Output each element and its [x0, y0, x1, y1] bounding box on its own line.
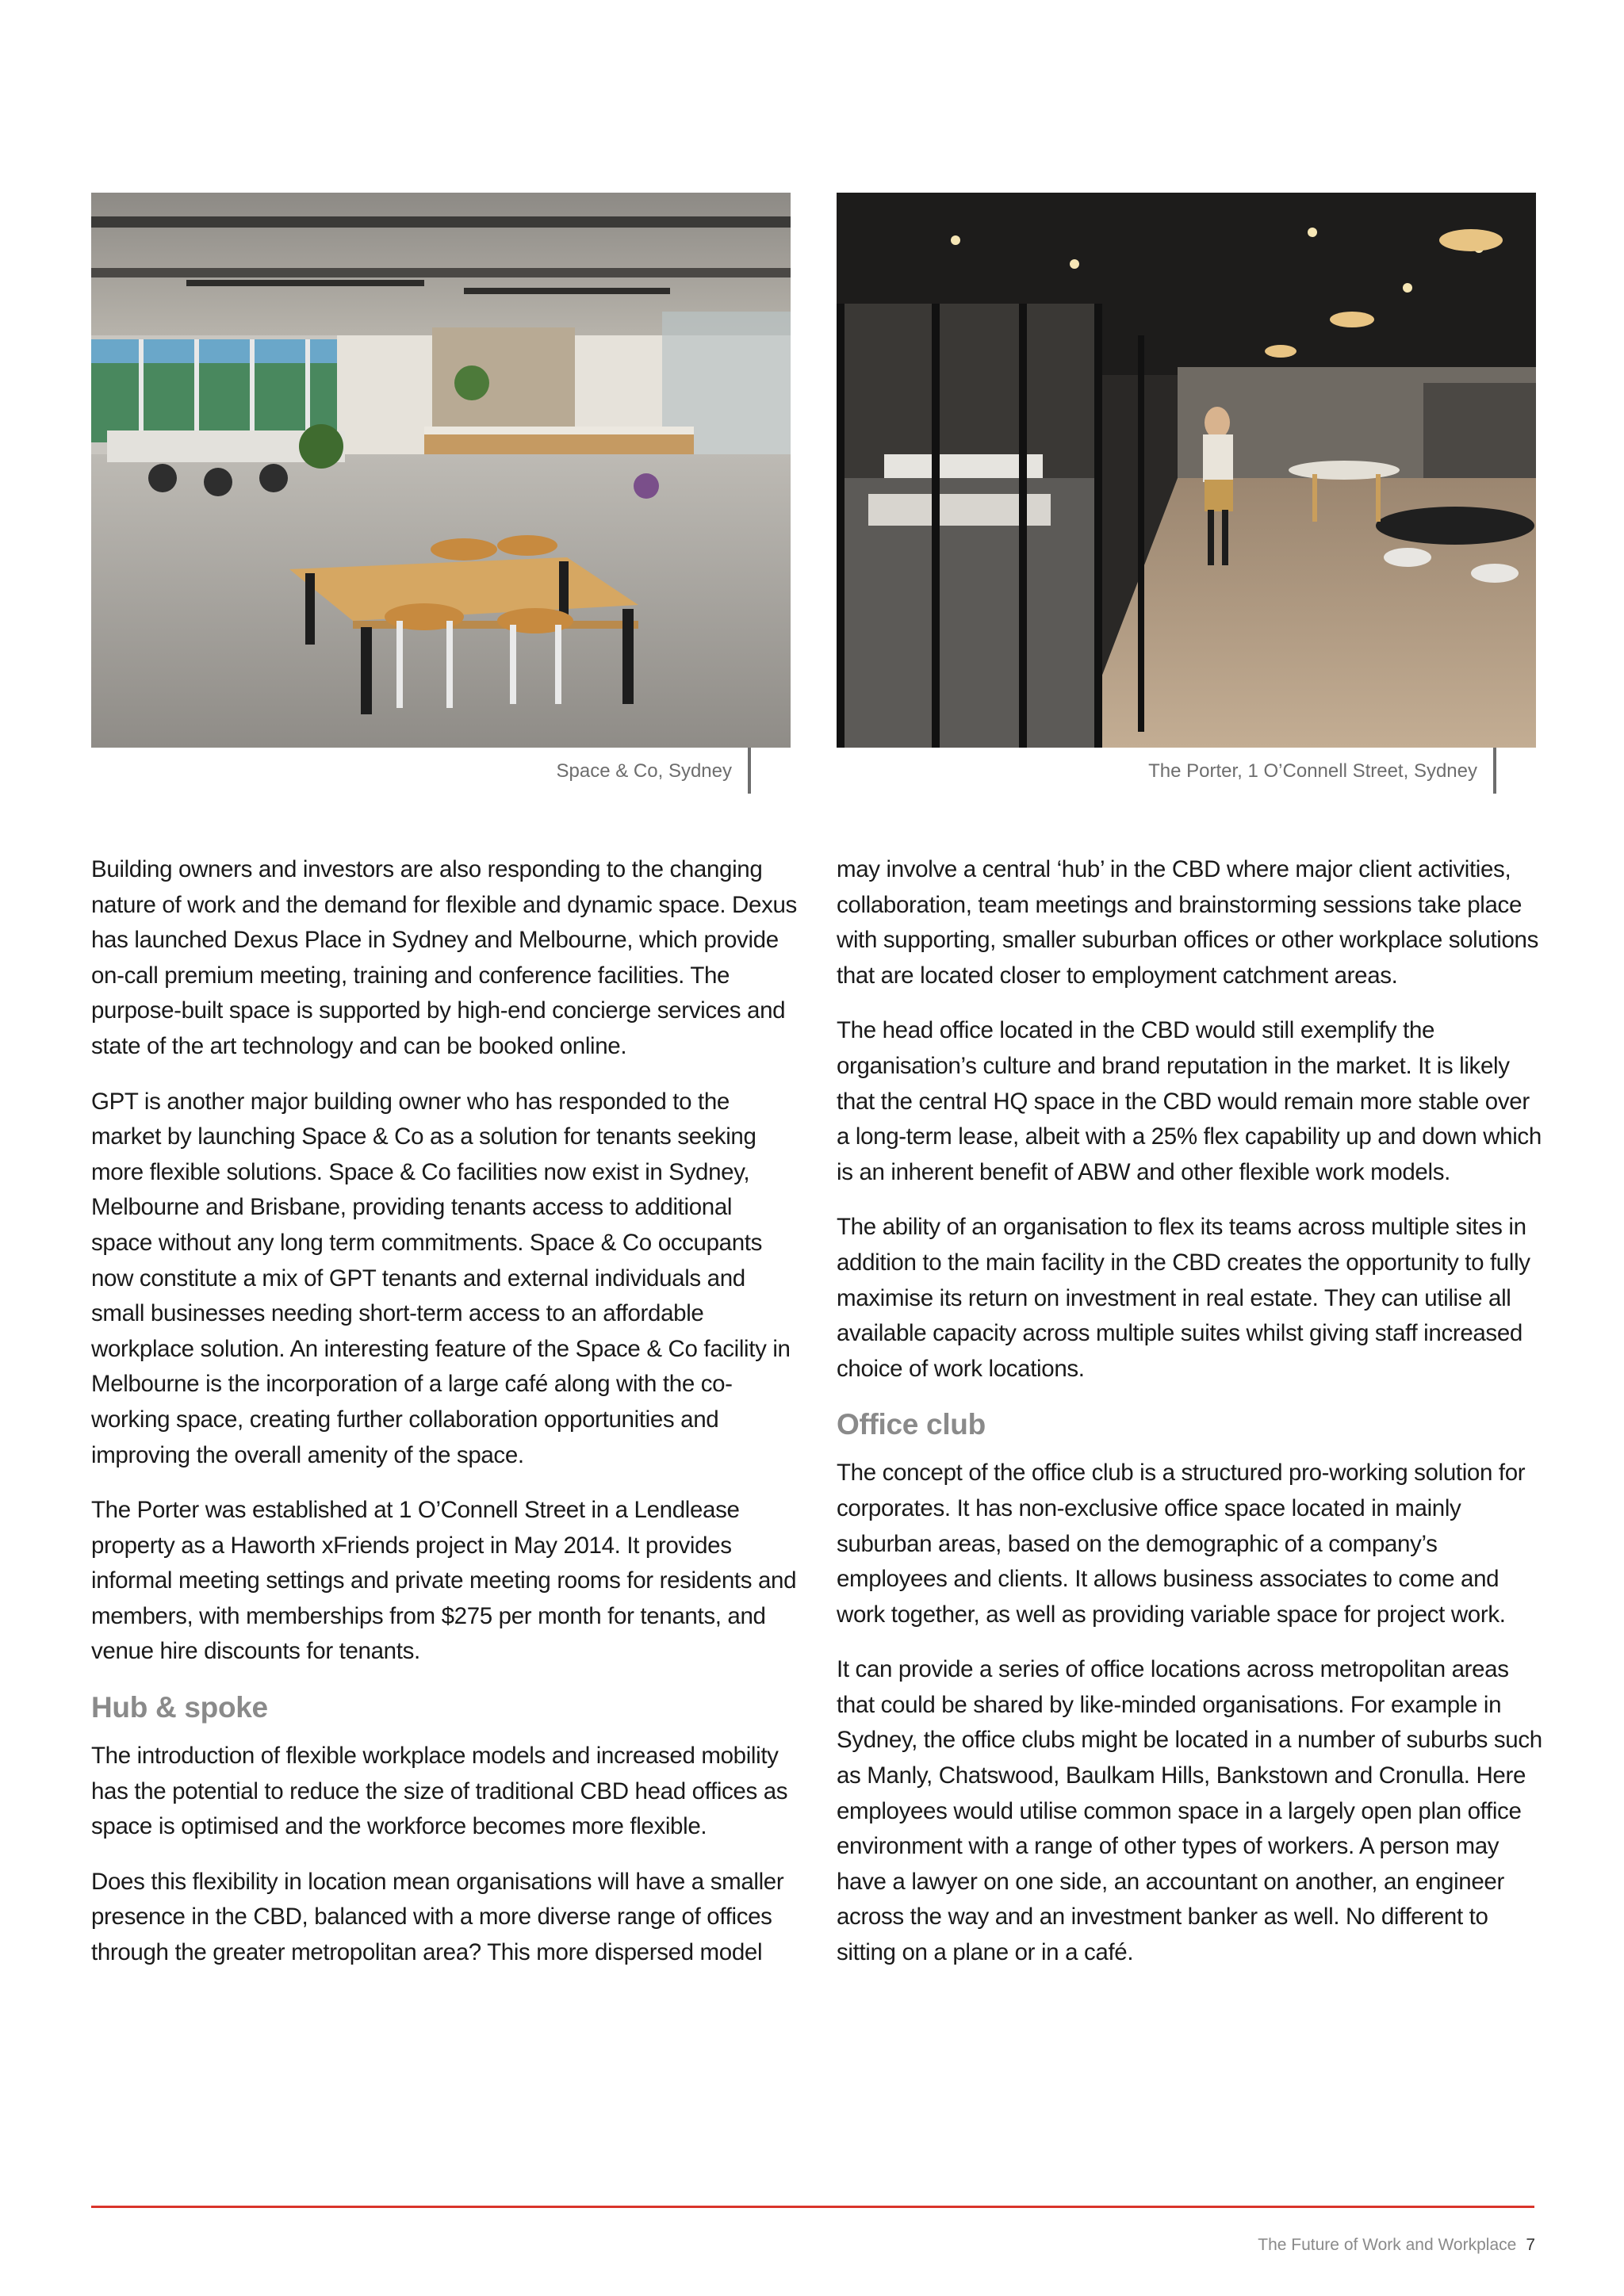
page-footer [1258, 2236, 1535, 2255]
page-number: 7 [1526, 2236, 1535, 2254]
space-and-co-illustration [91, 193, 791, 748]
paragraph-the-porter: The Porter was established at 1 O’Connell Street in a Lendlease property as a Haworth xFriends project in May 2014. It provides informal meeting settings and private meeting rooms for residents and members, with memberships from $275 per month for tenants, and venue hire discounts for tenants. [91, 1497, 797, 1665]
paragraph-office-club-concept: The concept of the office club is a structured pro-working solution for corporates. It has non-exclusive office space located in mainly suburban areas, based on the demographic of a company’s employees and clients. It allows business associates to come and work together, as well as providing variable space for project work. [837, 1460, 1526, 1628]
footer-title: The Future of Work and Workplace [1258, 2236, 1517, 2254]
right-text-column [837, 852, 1542, 1991]
heading-office-club: Office club [837, 1408, 986, 1441]
the-porter-illustration [837, 193, 1536, 748]
paragraph-head-office: The head office located in the CBD would still exemplify the organisation’s culture and brand reputation in the market. It is likely that the central HQ space in the CBD would remain more stable over a long-term lease, albeit with a 25% flex capability up and down which is an inherent benefit of ABW and other flexible work models. [837, 1017, 1542, 1185]
space-and-co-photo [91, 193, 791, 748]
paragraph-dispersed-model: Does this flexibility in location mean organisations will have a smaller presence in the CBD, balanced with a more diverse range of offices through the greater metropolitan area? This more dispersed model [91, 1868, 784, 1966]
paragraph-central-hub: may involve a central ‘hub’ in the CBD where major client activities, collaboration, team meetings and brainstorming sessions take place with supporting, smaller suburban offices or other workplace solutions that are located closer to employment catchment areas. [837, 856, 1539, 989]
caption-text: The Porter, 1 O’Connell Street, Sydney [1148, 760, 1477, 782]
footer-rule [91, 2206, 1534, 2208]
left-text-column [91, 852, 797, 1991]
heading-hub-and-spoke: Hub & spoke [91, 1691, 268, 1724]
the-porter-photo [837, 193, 1536, 748]
paragraph-flexible-models: The introduction of flexible workplace models and increased mobility has the potential to reduce the size of traditional CBD head offices as space is optimised and the workforce becomes more flexible. [91, 1743, 788, 1840]
paragraph-dexus: Building owners and investors are also responding to the changing nature of work and the demand for flexible and dynamic space. Dexus has launched Dexus Place in Sydney and Melbourne, which provide on-call premium meeting, training and conference facilities. The purpose-built space is supported by high-end concierge services and state of the art technology and can be booked online. [91, 856, 797, 1059]
caption-divider [748, 748, 751, 794]
paragraph-flex-teams: The ability of an organisation to flex its teams across multiple sites in addition to the main facility in the CBD creates the opportunity to fully maximise its return on investment in real estate. They can utilise all available capacity across multiple suites whilst giving staff increased choice of work locations. [837, 1214, 1530, 1382]
paragraph-office-locations: It can provide a series of office locations across metropolitan areas that could be shared by like-minded organisations. For example in Sydney, the office clubs might be located in a number of suburbs such as Manly, Chatswood, Baulkam Hills, Bankstown and Cronulla. Here employees would utilise common space in a largely open plan office environment with a range of other types of workers. A person may have a lawyer on one side, an accountant on another, an engineer across the way and an investment banker as well. No different to sitting on a plane or in a café. [837, 1656, 1542, 1966]
the-porter-caption [837, 757, 1477, 786]
caption-text: Space & Co, Sydney [556, 760, 732, 782]
space-and-co-caption [91, 757, 732, 786]
caption-divider [1493, 748, 1496, 794]
paragraph-gpt-space-and-co: GPT is another major building owner who has responded to the market by launching Space & Co as a solution for tenants seeking more flexible solutions. Space & Co facilities now exist in Sydney, Melbourne and Brisbane, providing tenants access to additional space without any long term commitments. Space & Co occupants now constitute a mix of GPT tenants and external individuals and small businesses needing short-term access to an affordable workplace solution. An interesting feature of the Space & Co facility in Melbourne is the incorporation of a large café along with the co-working space, creating further collaboration opportunities and improving the overall amenity of the space. [91, 1088, 791, 1468]
